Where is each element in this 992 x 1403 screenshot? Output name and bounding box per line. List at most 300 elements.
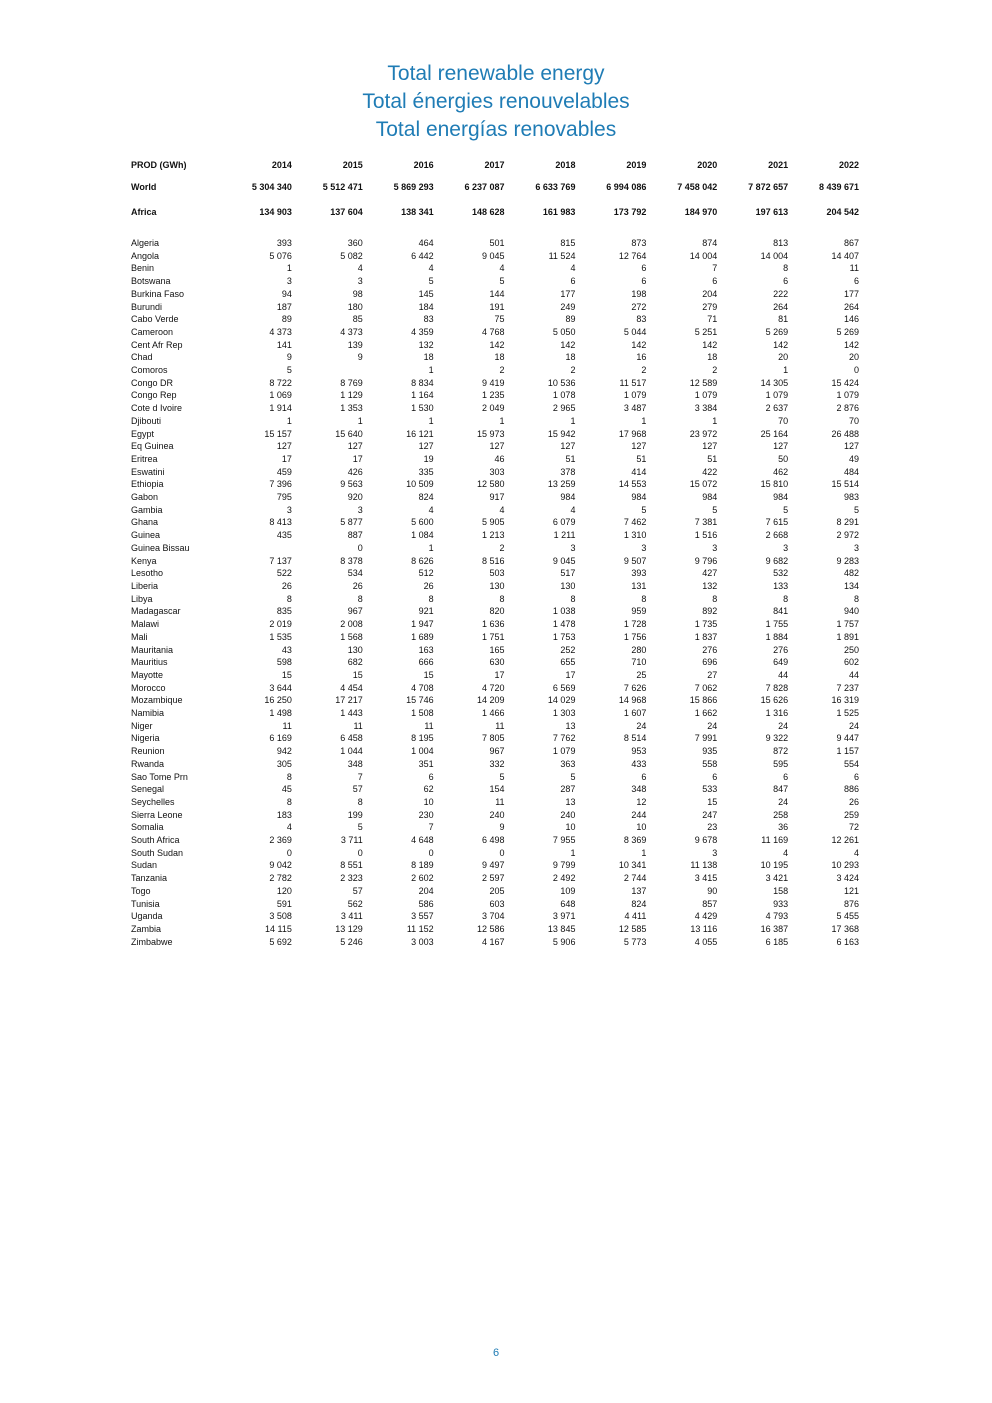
cell-value: 142 <box>702 339 718 350</box>
cell-value: 12 580 <box>477 479 505 490</box>
cell-value: 8 <box>357 796 363 807</box>
cell-value: 6 <box>783 276 789 287</box>
cell-value: 14 115 <box>265 923 292 934</box>
cell-value: 10 195 <box>760 860 789 871</box>
cell-value: 57 <box>352 784 363 795</box>
cell-value: 9 042 <box>269 860 292 871</box>
cell-value: 5 246 <box>340 936 363 947</box>
cell-value: 8 514 <box>623 733 647 744</box>
header-year: 2017 <box>484 160 505 171</box>
table-row <box>131 859 859 872</box>
cell-value: 1 038 <box>552 606 576 617</box>
cell-value: 17 <box>494 669 505 680</box>
cell-value: 15 640 <box>335 428 363 439</box>
row-label: Algeria <box>131 238 160 248</box>
table-row <box>131 567 859 580</box>
cell-value: 8 626 <box>411 555 434 566</box>
cell-value: 146 <box>843 314 860 325</box>
cell-value: 3 424 <box>836 873 860 884</box>
cell-value: 5 <box>499 276 505 287</box>
cell-value: 15 072 <box>689 479 718 490</box>
cell-value: 121 <box>843 885 860 896</box>
table-row <box>131 580 859 593</box>
cell-value: 89 <box>565 314 576 325</box>
cell-value: 940 <box>843 606 860 617</box>
cell-value: 847 <box>773 784 789 795</box>
table-row <box>131 809 859 822</box>
cell-value: 13 129 <box>335 923 363 934</box>
cell-value: 953 <box>631 746 647 757</box>
row-label: Eswatini <box>131 466 165 477</box>
cell-value: 5 <box>357 822 363 833</box>
cell-value: 835 <box>276 606 292 617</box>
cell-value: 148 628 <box>472 207 505 218</box>
cell-value: 6 458 <box>340 733 363 744</box>
cell-value: 15 514 <box>831 479 860 490</box>
cell-value: 4 <box>428 504 434 515</box>
cell-value: 351 <box>418 758 434 769</box>
cell-value: 1 498 <box>269 708 292 719</box>
cell-value: 9 <box>286 352 292 363</box>
header-year: 2021 <box>768 160 789 171</box>
cell-value: 6 237 087 <box>464 182 505 193</box>
cell-value: 9 283 <box>836 555 860 566</box>
cell-value: 6 <box>783 771 789 782</box>
cell-value: 6 <box>641 771 647 782</box>
cell-value: 249 <box>560 301 576 312</box>
row-label: Ethiopia <box>131 479 164 490</box>
cell-value: 2 876 <box>836 403 860 414</box>
cell-value: 197 613 <box>755 207 789 218</box>
cell-value: 11 <box>849 263 860 274</box>
cell-value: 8 <box>783 263 789 274</box>
cell-value: 133 <box>773 580 789 591</box>
cell-value: 427 <box>702 568 718 579</box>
cell-value: 3 <box>570 542 576 553</box>
cell-value: 3 <box>783 542 789 553</box>
cell-value: 134 <box>843 580 860 591</box>
cell-value: 920 <box>347 492 363 503</box>
cell-value: 280 <box>631 644 647 655</box>
cell-value: 305 <box>276 758 292 769</box>
cell-value: 11 152 <box>406 923 434 934</box>
table-row <box>131 275 859 288</box>
cell-value: 426 <box>347 466 363 477</box>
cell-value: 272 <box>631 301 647 312</box>
cell-value: 144 <box>489 288 505 299</box>
cell-value: 1 079 <box>552 746 576 757</box>
cell-value: 5 512 471 <box>322 182 363 193</box>
cell-value: 10 <box>636 822 647 833</box>
cell-value: 15 <box>281 669 292 680</box>
cell-value: 5 251 <box>694 326 718 337</box>
cell-value: 127 <box>418 441 434 452</box>
cell-value: 1 530 <box>411 403 434 414</box>
cell-value: 204 <box>702 288 718 299</box>
cell-value: 795 <box>276 492 292 503</box>
cell-value: 4 055 <box>694 936 718 947</box>
cell-value: 1 129 <box>340 390 363 401</box>
cell-value: 2 369 <box>269 835 292 846</box>
cell-value: 3 971 <box>552 911 576 922</box>
cell-value: 459 <box>276 466 292 477</box>
row-label: Tunisia <box>131 898 160 909</box>
cell-value: 17 <box>565 669 576 680</box>
row-label: Uganda <box>131 911 163 922</box>
cell-value: 3 415 <box>694 873 718 884</box>
cell-value: 967 <box>489 746 505 757</box>
cell-value: 1 <box>357 415 363 426</box>
table-row <box>131 313 859 326</box>
row-label: Eritrea <box>131 453 158 464</box>
table-row <box>131 720 859 733</box>
cell-value: 348 <box>631 784 647 795</box>
cell-value: 2 782 <box>269 873 292 884</box>
header-year: 2019 <box>626 160 647 171</box>
cell-value: 83 <box>423 314 434 325</box>
cell-value: 14 004 <box>760 250 789 261</box>
cell-value: 8 195 <box>411 733 434 744</box>
cell-value: 180 <box>347 301 363 312</box>
cell-value: 512 <box>418 568 434 579</box>
cell-value: 3 508 <box>269 911 292 922</box>
summary-row <box>131 175 859 200</box>
cell-value: 24 <box>707 720 718 731</box>
cell-value: 6 <box>641 276 647 287</box>
row-label: Libya <box>131 593 153 604</box>
cell-value: 7 462 <box>623 517 647 528</box>
cell-value: 1 <box>570 415 576 426</box>
cell-value: 6 994 086 <box>606 182 647 193</box>
row-label: Mali <box>131 631 148 642</box>
cell-value: 824 <box>418 492 434 503</box>
cell-value: 18 <box>707 352 718 363</box>
cell-value: 4 <box>570 263 576 274</box>
cell-value: 240 <box>560 809 576 820</box>
table-row <box>131 783 859 796</box>
cell-value: 8 551 <box>340 860 363 871</box>
cell-value: 15 973 <box>477 428 505 439</box>
cell-value: 10 <box>423 796 434 807</box>
cell-value: 11 169 <box>761 835 789 846</box>
cell-value: 9 796 <box>694 555 718 566</box>
cell-value: 5 <box>570 771 576 782</box>
cell-value: 3 <box>712 542 718 553</box>
cell-value: 3 411 <box>340 911 363 922</box>
cell-value: 984 <box>560 492 576 503</box>
cell-value: 484 <box>843 466 860 477</box>
cell-value: 8 <box>286 771 292 782</box>
cell-value: 27 <box>707 669 718 680</box>
table-row <box>131 453 859 466</box>
cell-value: 1 891 <box>836 631 860 642</box>
cell-value: 5 877 <box>340 517 363 528</box>
cell-value: 247 <box>702 809 718 820</box>
cell-value: 20 <box>778 352 789 363</box>
cell-value: 5 050 <box>552 326 576 337</box>
cell-value: 2 019 <box>269 619 292 630</box>
cell-value <box>221 542 292 555</box>
row-label: Mozambique <box>131 695 183 706</box>
cell-value: 4 720 <box>482 682 505 693</box>
table-row <box>131 694 859 707</box>
cell-value: 393 <box>276 238 292 248</box>
cell-value: 5 <box>783 504 789 515</box>
cell-value: 287 <box>560 784 576 795</box>
cell-value: 3 421 <box>765 873 789 884</box>
cell-value: 4 <box>854 847 860 858</box>
table-row <box>131 898 859 911</box>
cell-value: 7 <box>712 263 718 274</box>
cell-value: 142 <box>560 339 576 350</box>
cell-value: 4 793 <box>765 911 789 922</box>
cell-value: 4 <box>428 263 434 274</box>
row-label: Ghana <box>131 517 159 528</box>
cell-value: 7 237 <box>836 682 860 693</box>
cell-value: 2 008 <box>340 619 363 630</box>
table-row <box>131 745 859 758</box>
cell-value: 5 269 <box>765 326 789 337</box>
cell-value: 6 <box>712 276 718 287</box>
cell-value: 8 <box>428 593 434 604</box>
cell-value: 26 <box>352 580 363 591</box>
cell-value: 14 209 <box>477 695 505 706</box>
cell-value: 1 213 <box>482 530 505 541</box>
cell-value: 7 396 <box>269 479 292 490</box>
cell-value: 132 <box>702 580 718 591</box>
cell-value: 9 682 <box>765 555 789 566</box>
cell-value: 1 735 <box>694 619 718 630</box>
cell-value: 0 <box>854 365 860 376</box>
cell-value: 5 906 <box>552 936 576 947</box>
cell-value: 8 <box>712 593 718 604</box>
cell-value: 12 261 <box>831 835 860 846</box>
cell-value: 8 413 <box>269 517 292 528</box>
cell-value: 75 <box>494 314 505 325</box>
cell-value: 11 524 <box>548 250 576 261</box>
cell-value: 3 644 <box>269 682 292 693</box>
row-label: Cent Afr Rep <box>131 339 183 350</box>
cell-value: 49 <box>849 453 860 464</box>
cell-value: 378 <box>560 466 576 477</box>
cell-value: 13 845 <box>547 923 576 934</box>
cell-value: 0 <box>357 542 363 553</box>
cell-value: 57 <box>352 885 363 896</box>
table-row <box>131 288 859 301</box>
cell-value: 43 <box>281 644 292 655</box>
header-year: 2015 <box>342 160 363 171</box>
cell-value: 24 <box>636 720 647 731</box>
cell-value: 1 078 <box>552 390 576 401</box>
cell-value: 4 373 <box>340 326 363 337</box>
cell-value: 26 <box>849 796 860 807</box>
cell-value: 8 722 <box>269 377 292 388</box>
cell-value: 1 914 <box>269 403 292 414</box>
cell-value: 7 <box>357 771 363 782</box>
cell-value: 1 607 <box>623 708 647 719</box>
cell-value: 0 <box>286 847 292 858</box>
table-row <box>131 618 859 631</box>
cell-value: 184 <box>418 301 434 312</box>
table-row <box>131 707 859 720</box>
header-year: 2014 <box>271 160 292 171</box>
cell-value: 12 764 <box>618 250 647 261</box>
cell-value: 1 211 <box>553 530 576 541</box>
cell-value: 630 <box>489 657 505 668</box>
cell-value: 3 711 <box>340 835 363 846</box>
cell-value: 3 704 <box>482 911 505 922</box>
spacer-row <box>131 225 859 237</box>
cell-value: 1 466 <box>482 708 505 719</box>
cell-value: 1 <box>286 415 292 426</box>
table-row <box>131 682 859 695</box>
cell-value: 5 905 <box>482 517 505 528</box>
cell-value: 15 626 <box>760 695 789 706</box>
cell-value: 276 <box>773 644 789 655</box>
title-french: Total énergies renouvelables <box>362 90 630 113</box>
cell-value: 6 <box>570 276 576 287</box>
cell-value: 1 079 <box>623 390 647 401</box>
cell-value: 6 498 <box>482 835 505 846</box>
row-label: Burkina Faso <box>131 288 185 299</box>
cell-value: 184 970 <box>684 207 718 218</box>
cell-value: 252 <box>560 644 576 655</box>
table-row <box>131 402 859 415</box>
cell-value: 20 <box>849 352 860 363</box>
cell-value: 8 <box>286 796 292 807</box>
row-label: Egypt <box>131 428 155 439</box>
row-label: Cote d Ivoire <box>131 403 183 414</box>
cell-value: 562 <box>347 898 363 909</box>
cell-value: 558 <box>702 758 718 769</box>
cell-value: 9 <box>499 822 505 833</box>
cell-value: 1 <box>641 847 647 858</box>
cell-value: 857 <box>702 898 718 909</box>
cell-value: 9 563 <box>340 479 363 490</box>
cell-value: 393 <box>631 568 647 579</box>
cell-value: 1 316 <box>765 708 789 719</box>
table-row <box>131 656 859 669</box>
row-label: Benin <box>131 263 155 274</box>
cell-value: 586 <box>418 898 434 909</box>
row-label: Morocco <box>131 682 166 693</box>
cell-value: 813 <box>773 238 789 248</box>
cell-value: 158 <box>773 885 789 896</box>
cell-value: 872 <box>773 746 789 757</box>
cell-value: 137 604 <box>330 207 363 218</box>
cell-value: 26 <box>281 580 292 591</box>
cell-value: 9 <box>357 352 363 363</box>
row-label: Mayotte <box>131 669 164 680</box>
table-header-row <box>131 156 859 175</box>
cell-value: 2 597 <box>482 873 505 884</box>
cell-value: 13 116 <box>690 923 718 934</box>
cell-value: 258 <box>773 809 789 820</box>
cell-value: 3 <box>712 847 718 858</box>
cell-value: 1 235 <box>482 390 505 401</box>
cell-value: 11 517 <box>619 377 647 388</box>
table-row <box>131 644 859 657</box>
row-label: South Africa <box>131 835 180 846</box>
cell-value: 127 <box>773 441 789 452</box>
cell-value: 139 <box>347 339 363 350</box>
table-row <box>131 542 859 555</box>
cell-value: 15 <box>707 796 718 807</box>
cell-value: 3 <box>357 504 363 515</box>
cell-value: 4 <box>783 847 789 858</box>
table-row <box>131 834 859 847</box>
row-label: Cabo Verde <box>131 314 179 325</box>
cell-value: 6 <box>854 771 860 782</box>
table-row <box>131 923 859 936</box>
row-label: Tanzania <box>131 873 168 884</box>
table-row <box>131 631 859 644</box>
cell-value: 876 <box>843 898 860 909</box>
cell-value: 591 <box>276 898 292 909</box>
cell-value: 10 341 <box>618 860 647 871</box>
cell-value: 2 965 <box>552 403 576 414</box>
cell-value: 2 972 <box>836 530 860 541</box>
cell-value: 4 167 <box>482 936 505 947</box>
cell-value: 1 837 <box>694 631 718 642</box>
table-row <box>131 491 859 504</box>
cell-value: 1 757 <box>836 619 860 630</box>
cell-value: 46 <box>494 453 505 464</box>
cell-value: 1 478 <box>552 619 576 630</box>
cell-value: 18 <box>423 352 434 363</box>
cell-value: 1 <box>570 847 576 858</box>
cell-value: 5 304 340 <box>251 182 292 193</box>
cell-value: 142 <box>773 339 789 350</box>
cell-value: 5 <box>712 504 718 515</box>
cell-value: 72 <box>849 822 860 833</box>
cell-value: 15 424 <box>831 377 860 388</box>
cell-value: 141 <box>276 339 292 350</box>
table-row <box>131 732 859 745</box>
table-row <box>131 796 859 809</box>
cell-value: 2 323 <box>340 873 363 884</box>
cell-value: 1 <box>286 263 292 274</box>
cell-value: 933 <box>773 898 789 909</box>
cell-value <box>292 364 363 377</box>
page-titles <box>0 60 992 144</box>
table-row <box>131 326 859 339</box>
cell-value: 5 076 <box>269 250 292 261</box>
cell-value: 3 <box>286 504 292 515</box>
cell-value: 264 <box>843 301 860 312</box>
cell-value: 13 <box>565 796 576 807</box>
cell-value: 3 557 <box>411 911 434 922</box>
cell-value: 532 <box>773 568 789 579</box>
cell-value: 14 305 <box>760 377 789 388</box>
cell-value: 25 164 <box>760 428 789 439</box>
cell-value: 3 <box>357 276 363 287</box>
cell-value: 9 322 <box>765 733 789 744</box>
summary-row <box>131 200 859 225</box>
cell-value: 7 805 <box>482 733 505 744</box>
cell-value: 824 <box>631 898 647 909</box>
header-year: 2020 <box>697 160 718 171</box>
cell-value: 142 <box>489 339 505 350</box>
cell-value: 1 310 <box>623 530 647 541</box>
row-label: Nigeria <box>131 733 160 744</box>
row-label: Zimbabwe <box>131 936 173 947</box>
cell-value: 81 <box>778 314 789 325</box>
cell-value: 154 <box>489 784 505 795</box>
cell-value: 967 <box>347 606 363 617</box>
cell-value: 14 029 <box>547 695 576 706</box>
cell-value: 17 <box>352 453 363 464</box>
